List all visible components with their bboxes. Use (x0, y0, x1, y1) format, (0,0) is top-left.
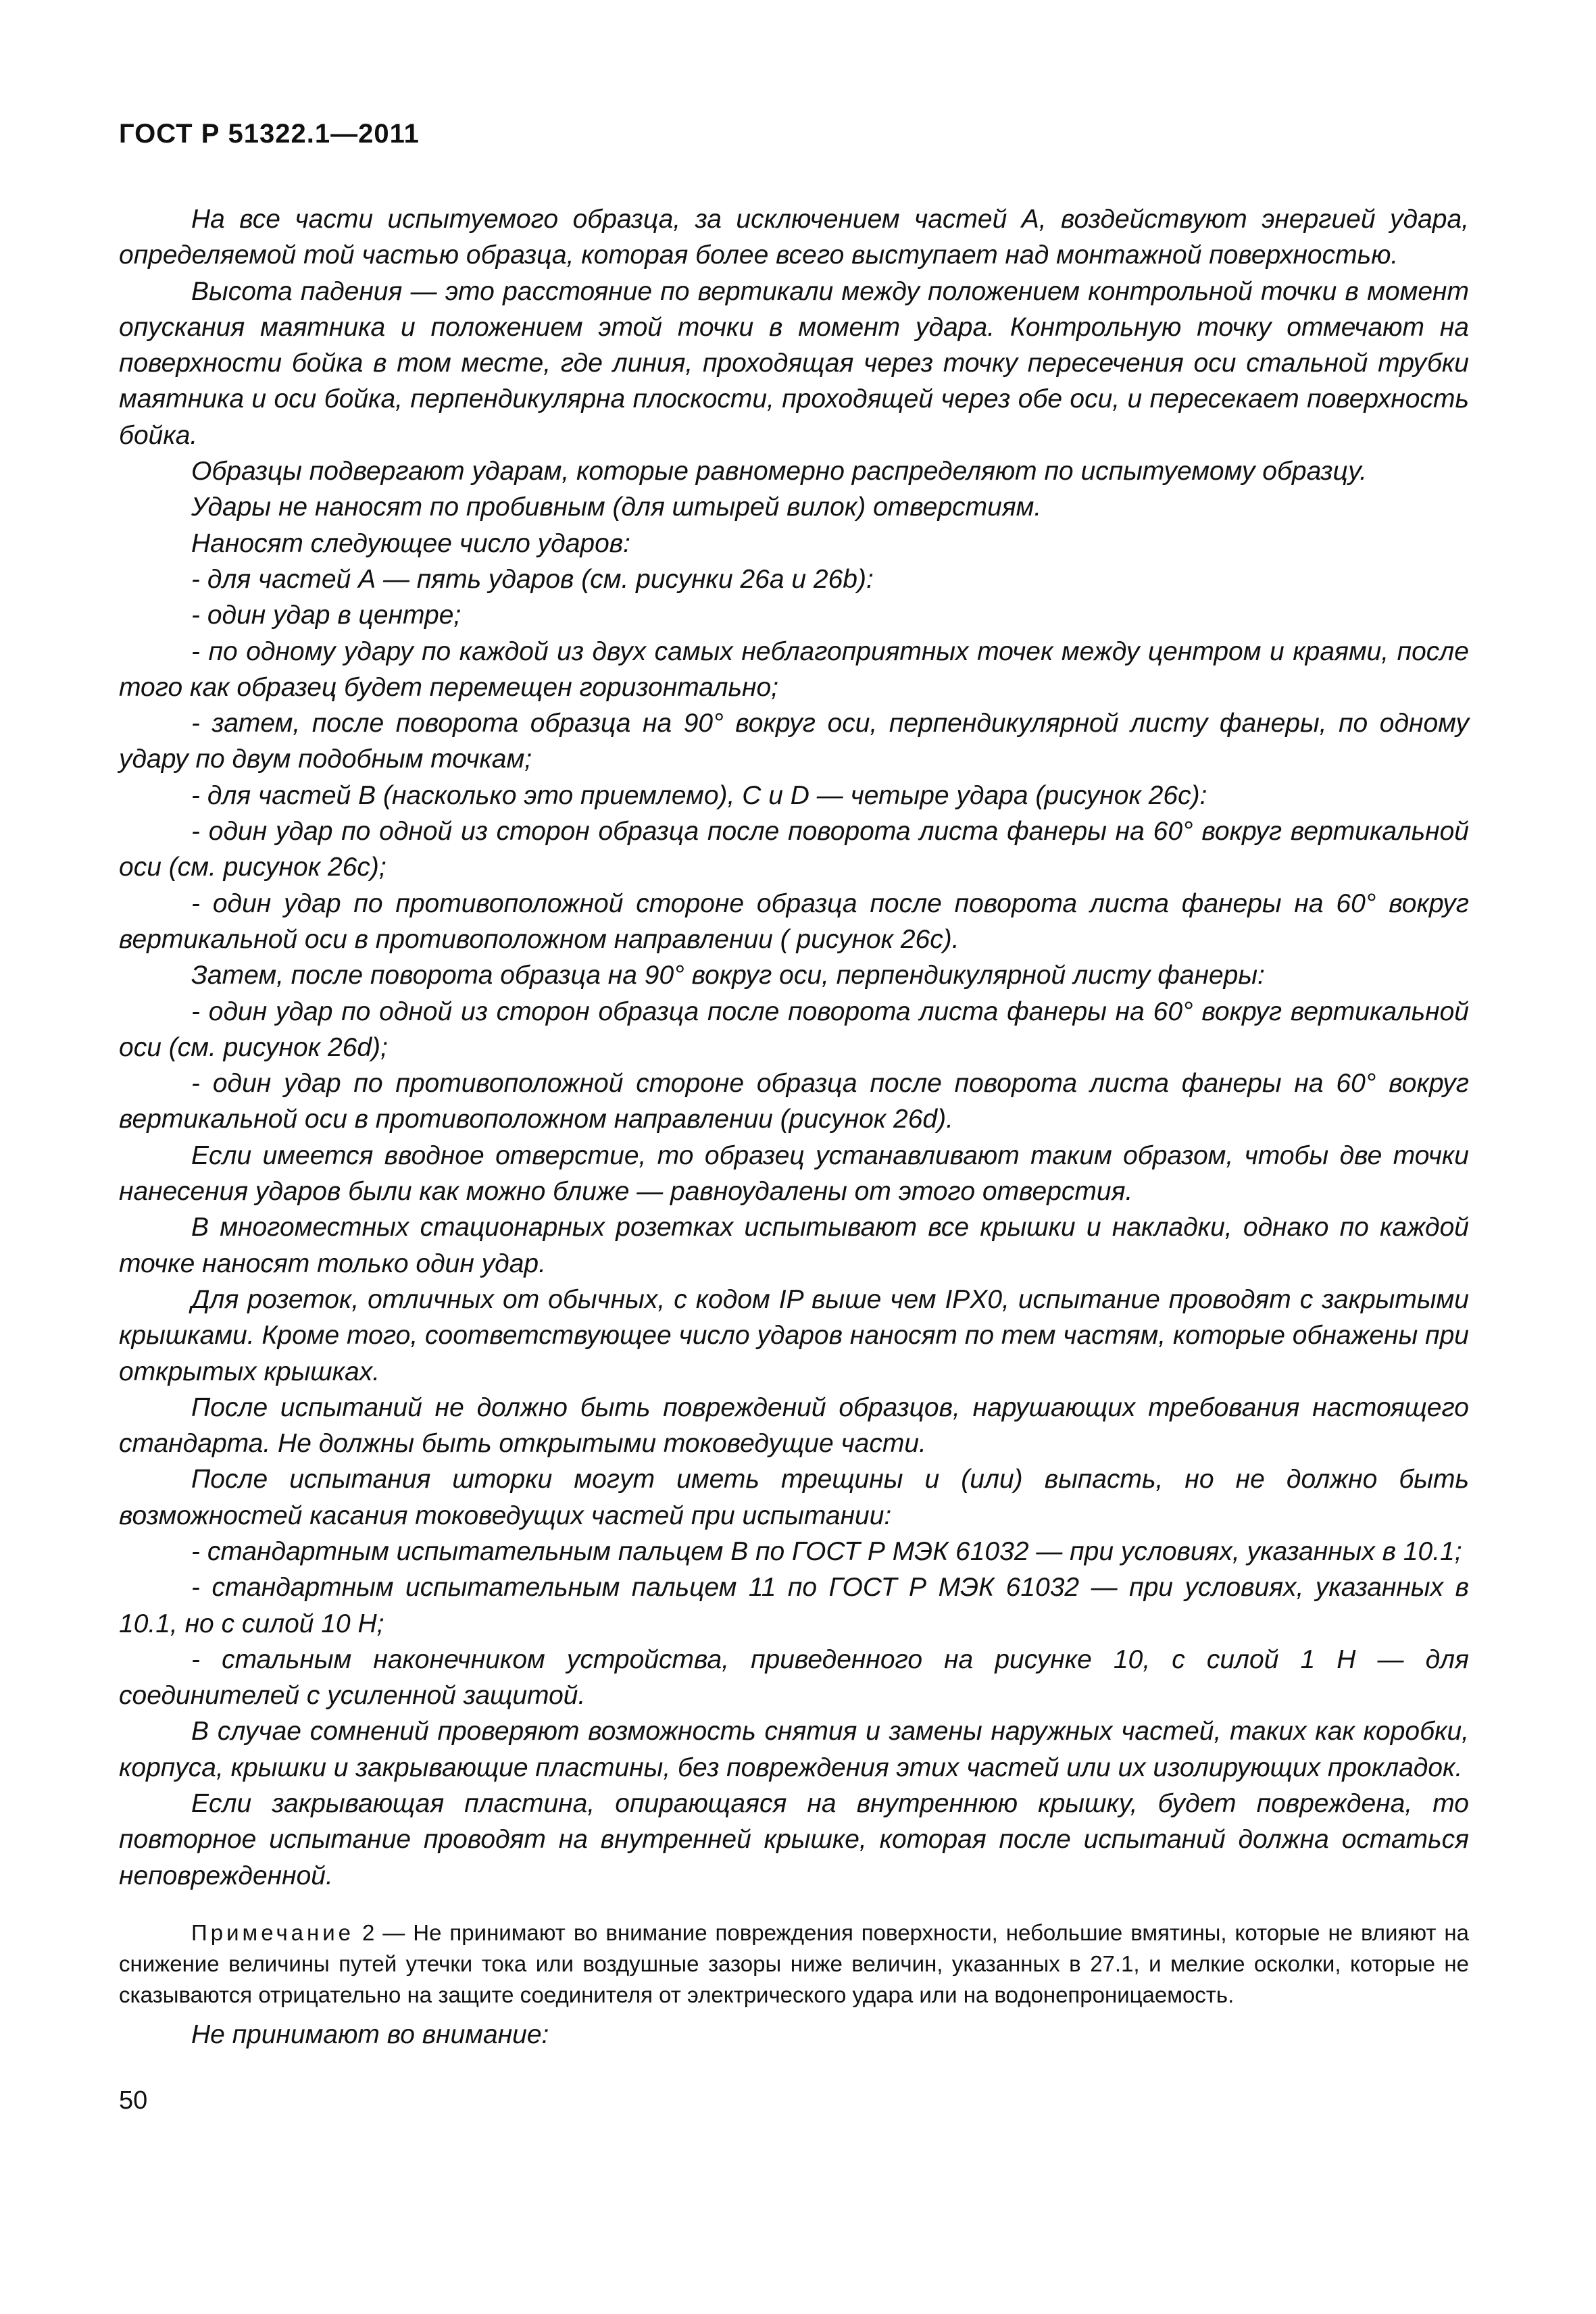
list-item: - один удар в центре; (191, 601, 462, 630)
list-item: - по одному удару по каждой из двух самых неблагоприятных точек между центром и краями, после того как образец будет перемещен горизонтально; (119, 636, 1469, 702)
list-item: - один удар по одной из сторон образца после поворота листа фанеры на 60° вокруг вертикальной оси (см. рисунок 26с); (119, 817, 1469, 882)
note-number: 2 (361, 1920, 375, 1945)
page-number: 50 (119, 2086, 148, 2115)
paragraph: Если закрывающая пластина, опирающаяся на внутреннюю крышку, будет повреждена, то повторное испытание проводят на внутренней крышке, которая после испытаний должна остаться неповрежденной. (119, 1789, 1469, 1890)
paragraph: На все части испытуемого образца, за исключением частей А, воздействуют энергией удара, определяемой той частью образца, которая более всего выступает над монтажной поверхностью. (119, 205, 1469, 270)
paragraph: Наносят следующее число ударов: (191, 528, 630, 558)
paragraph: Удары не наносят по пробивным (для штырей вилок) отверстиям. (191, 493, 1042, 522)
paragraph: После испытаний не должно быть повреждений образцов, нарушающих требования настоящего стандарта. Не должны быть открытыми токоведущие части. (119, 1392, 1469, 1459)
paragraph: Образцы подвергают ударам, которые равномерно распределяют по испытуемому образцу. (191, 457, 1367, 486)
note-text: — Не принимают во внимание повреждения поверхности, небольшие вмятины, которые не влияют на снижение величины путей утечки тока или воздушные зазоры ниже величин, указанных в 27.1, и мелкие осколки, которые не сказываются отрицательно на защите соединителя от электрического удара или на водонепроницаемость. (119, 1920, 1469, 2007)
paragraph: После испытания шторки могут иметь трещины и (или) выпасть, но не должно быть возможностей касания токоведущих частей при испытании: (119, 1465, 1469, 1530)
list-item: - один удар по противоположной стороне образца после поворота листа фанеры на 60° вокруг вертикальной оси в противоположном направлении (рисунок 26d). (119, 1069, 1469, 1134)
list-item: - стандартным испытательным пальцем В по ГОСТ Р МЭК 61032 — при условиях, указанных в 10.1; (191, 1536, 1462, 1566)
paragraph: Затем, после поворота образца на 90° вокруг оси, перпендикулярной листу фанеры: (191, 961, 1265, 990)
body-text (119, 201, 1469, 1894)
list-item: - стальным наконечником устройства, приведенного на рисунке 10, с силой 1 Н — для соединителей с усиленной защитой. (119, 1644, 1469, 1711)
paragraph: В случае сомнений проверяют возможность снятия и замены наружных частей, таких как коробки, корпуса, крышки и закрывающие пластины, без повреждения этих частей или их изолирующих прокладок. (119, 1717, 1469, 1782)
list-item: - стандартным испытательным пальцем 11 по ГОСТ Р МЭК 61032 — при условиях, указанных в 10.1, но с силой 10 Н; (119, 1573, 1469, 1638)
paragraph: В многоместных стационарных розетках испытывают все крышки и накладки, однако по каждой точке наносят только один удар. (119, 1213, 1469, 1278)
paragraph: Если имеется вводное отверстие, то образец устанавливают таким образом, чтобы две точки нанесения ударов были как можно ближе — равноудалены от этого отверстия. (119, 1140, 1469, 1207)
note-label: Примечание (191, 1920, 355, 1945)
list-item: - один удар по противоположной стороне образца после поворота листа фанеры на 60° вокруг вертикальной оси в противоположном направлении ( рисунок 26с). (119, 888, 1469, 954)
note (119, 1917, 1469, 2011)
list-item: - для частей В (насколько это приемлемо), С и D — четыре удара (рисунок 26с): (191, 780, 1207, 810)
paragraph: Для розеток, отличных от обычных, с кодом IP выше чем IPX0, испытание проводят с закрытыми крышками. Кроме того, соответствующее число ударов наносят по тем частям, которые обнажены при открытых крышках. (119, 1284, 1469, 1386)
list-item: - один удар по одной из сторон образца после поворота листа фанеры на 60° вокруг вертикальной оси (см. рисунок 26d); (119, 997, 1469, 1062)
trailing-line: Не принимают во внимание: (191, 2020, 549, 2049)
list-item: - затем, после поворота образца на 90° вокруг оси, перпендикулярной листу фанеры, по одному удару по двум подобным точкам; (119, 709, 1469, 774)
paragraph: Высота падения — это расстояние по вертикали между положением контрольной точки в момент опускания маятника и положением этой точки в момент удара. Контрольную точку отмечают на поверхности бойка в том месте, где линия, проходящая через точку пересечения оси стальной трубки маятника и оси бойка, перпендикулярна плоскости, проходящей через обе оси, и пересекает поверхность бойка. (119, 276, 1469, 450)
list-item: - для частей А — пять ударов (см. рисунки 26а и 26b): (191, 564, 874, 594)
document-header: ГОСТ Р 51322.1—2011 (119, 119, 420, 149)
